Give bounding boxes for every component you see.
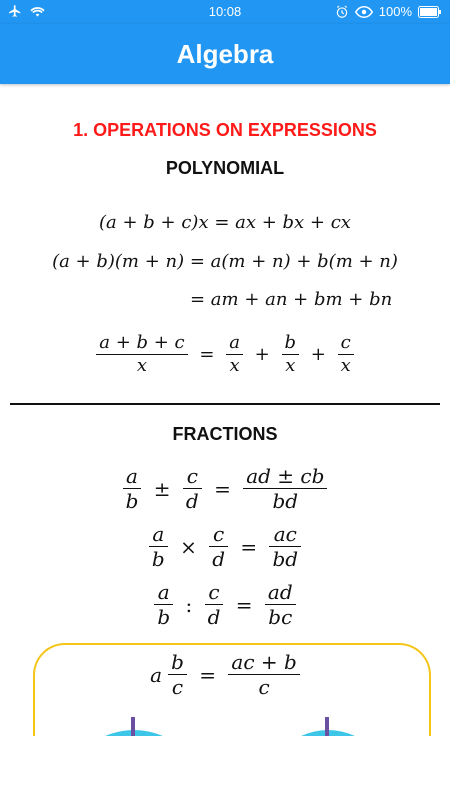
- decoration-dome-right: [273, 715, 383, 736]
- fraction: $\frac{c}{x}$: [338, 332, 354, 376]
- fractions-heading: FRACTIONS: [172, 424, 278, 444]
- polynomial-heading: POLYNOMIAL: [165, 158, 285, 178]
- bottom-blank: [0, 736, 450, 800]
- status-bar: [0, 0, 450, 24]
- fraction-rule-add: $\frac{a}{b}$ ± $\frac{c}{d}$ = $\frac{ad \pm cb}{bd}$: [0, 464, 450, 513]
- fraction: $\frac{b}{x}$: [282, 332, 300, 376]
- battery-icon: [418, 6, 442, 18]
- section-heading: 1. OPERATIONS ON EXPRESSIONS: [73, 120, 377, 140]
- equation-4: $\frac{a + b + c}{x}$ = $\frac{a}{x}$ + $\frac{b}{x}$ + $\frac{c}{x}$: [0, 332, 450, 376]
- fraction-rule-divide: $\frac{a}{b}$ : $\frac{c}{d}$ = $\frac{ad}{bc}$: [0, 580, 450, 629]
- app-bar: [0, 24, 450, 84]
- status-time: 10:08: [208, 4, 242, 19]
- fraction: $\frac{a + b + c}{x}$: [96, 332, 187, 376]
- fraction-rule-multiply: $\frac{a}{b}$ × $\frac{c}{d}$ = $\frac{ac}{bd}$: [0, 522, 450, 571]
- section-divider: [10, 403, 440, 405]
- content-area[interactable]: [0, 84, 450, 736]
- equation-3: = am + an + bm + bn: [190, 289, 393, 310]
- app-title: Algebra: [176, 38, 274, 69]
- fraction: $\frac{a}{x}$: [226, 332, 243, 376]
- battery-percent: 100%: [378, 4, 412, 19]
- equation-1: (a + b + c)x = ax + bx + cx: [99, 212, 351, 233]
- equation-2: (a + b)(m + n) = a(m + n) + b(m + n): [52, 251, 398, 272]
- decoration-dome-left: [75, 715, 193, 736]
- eye-icon: [355, 6, 373, 18]
- fraction-rule-mixed: a $\frac{b}{c}$ = $\frac{ac + b}{c}$: [0, 650, 450, 699]
- alarm-icon: [335, 5, 349, 19]
